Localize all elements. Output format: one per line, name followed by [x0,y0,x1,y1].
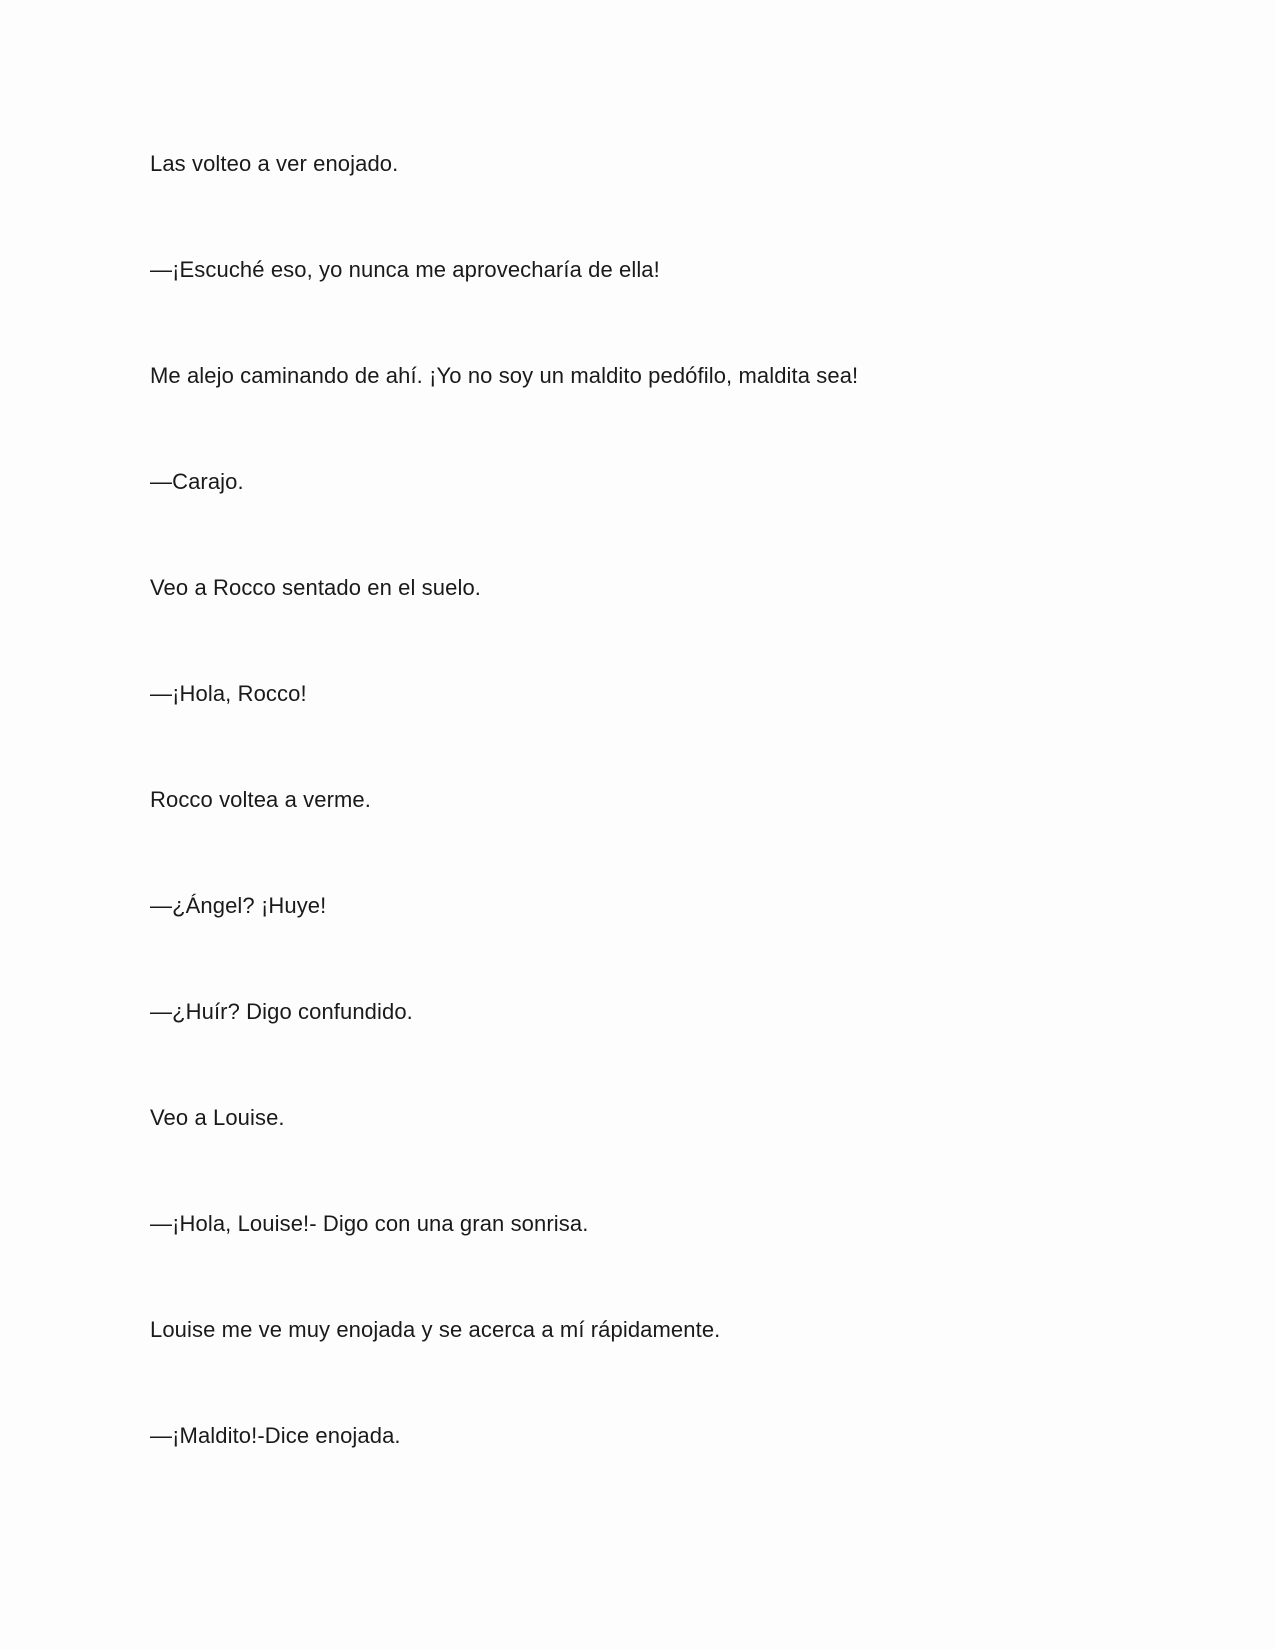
paragraph: Veo a Louise. [150,1105,285,1130]
paragraph: Rocco voltea a verme. [150,787,371,812]
paragraph: Las volteo a ver enojado. [150,151,399,176]
paragraph: Veo a Rocco sentado en el suelo. [150,575,481,600]
paragraph: Louise me ve muy enojada y se acerca a mí rápidamente. [150,1317,721,1342]
dialogue-line: —¡Hola, Rocco! [150,681,307,706]
paragraph: Me alejo caminando de ahí. ¡Yo no soy un maldito pedófilo, maldita sea! [150,363,859,388]
dialogue-line: —¡Hola, Louise!- Digo con una gran sonrisa. [150,1211,589,1236]
dialogue-line: —¡Escuché eso, yo nunca me aprovecharía de ella! [150,257,660,282]
dialogue-line: —¿Huír? Digo confundido. [150,999,413,1024]
dialogue-line: —¡Maldito!-Dice enojada. [150,1423,401,1448]
dialogue-line: —¿Ángel? ¡Huye! [150,893,327,918]
dialogue-line: —Carajo. [150,469,244,494]
